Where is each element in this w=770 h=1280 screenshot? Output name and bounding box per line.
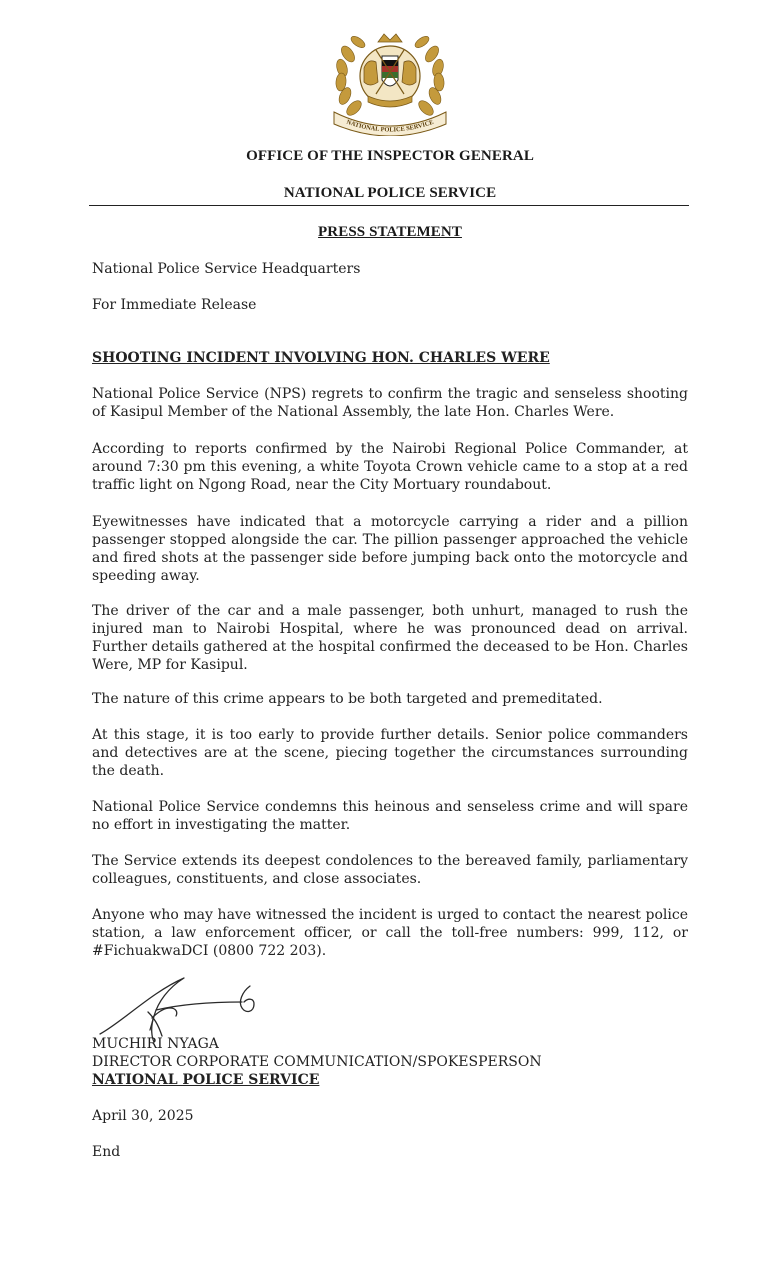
body-paragraph: The driver of the car and a male passenger, both unhurt, managed to rush the injured man to Nairobi Hospital, where he was pronounced dead on arrival. Further details gathered at the hospital confirmed the deceased to be Hon. Charles Were, MP for Kasipul. — [92, 603, 688, 673]
office-heading: OFFICE OF THE INSPECTOR GENERAL — [246, 148, 534, 164]
closing-text: End — [92, 1144, 121, 1160]
header-divider — [89, 205, 689, 206]
body-paragraph: At this stage, it is too early to provide further details. Senior police commanders and detectives are at the scene, piecing together the circumstances surrounding the death. — [92, 727, 688, 779]
body-paragraph: Anyone who may have witnessed the incident is urged to contact the nearest police station, a law enforcement officer, or call the toll-free numbers: 999, 112, or #FichuakwaDCI (0800 722 203). — [92, 907, 688, 959]
location-line: National Police Service Headquarters — [92, 261, 361, 277]
signatory-organization: NATIONAL POLICE SERVICE — [92, 1072, 320, 1088]
signatory-position: DIRECTOR CORPORATE COMMUNICATION/SPOKESPERSON — [92, 1054, 542, 1070]
release-line: For Immediate Release — [92, 297, 257, 313]
body-paragraph: The nature of this crime appears to be both targeted and premeditated. — [92, 691, 603, 707]
signatory-name: MUCHIRI NYAGA — [92, 1036, 219, 1052]
body-paragraph: The Service extends its deepest condolences to the bereaved family, parliamentary colleagues, constituents, and close associates. — [92, 853, 688, 887]
statement-title: SHOOTING INCIDENT INVOLVING HON. CHARLES WERE — [92, 350, 550, 366]
signature-image — [92, 972, 262, 1044]
statement-date: April 30, 2025 — [92, 1108, 194, 1124]
body-paragraph: Eyewitnesses have indicated that a motorcycle carrying a rider and a pillion passenger stopped alongside the car. The pillion passenger approached the vehicle and fired shots at the passenger side before jumping back onto the motorcycle and speeding away. — [92, 514, 688, 584]
emblem-label: NATIONAL POLICE SERVICE — [345, 118, 435, 134]
body-paragraph: National Police Service condemns this heinous and senseless crime and will spare no effort in investigating the matter. — [92, 799, 688, 833]
police-crest-icon — [328, 24, 452, 136]
service-heading: NATIONAL POLICE SERVICE — [283, 185, 497, 201]
document-type-heading: PRESS STATEMENT — [318, 224, 462, 240]
body-paragraph: According to reports confirmed by the Nairobi Regional Police Commander, at around 7:30 pm this evening, a white Toyota Crown vehicle came to a stop at a red traffic light on Ngong Road, near the City Mortuary roundabout. — [92, 441, 688, 493]
body-paragraph: National Police Service (NPS) regrets to confirm the tragic and senseless shooting of Kasipul Member of the National Assembly, the late Hon. Charles Were. — [92, 386, 688, 420]
